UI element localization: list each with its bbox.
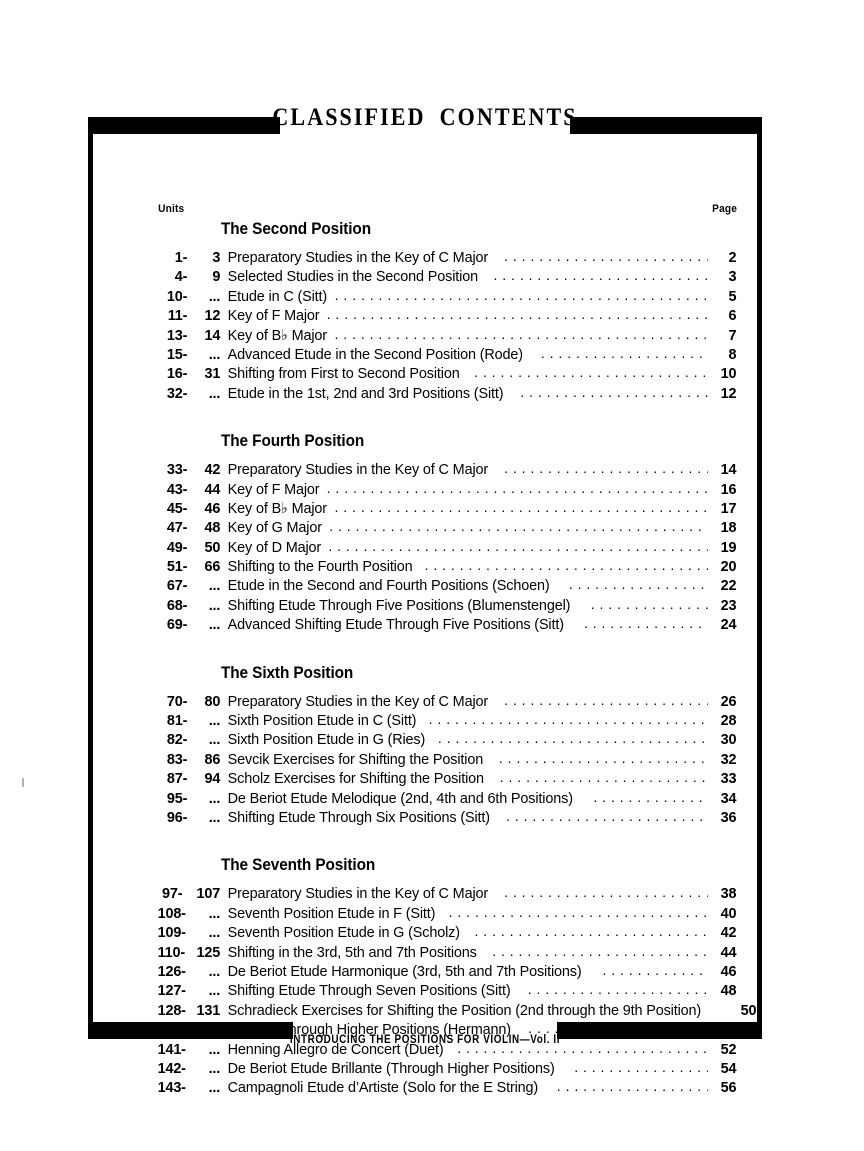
dot-leader [520,383,708,398]
entry-title: Shifting to the Fourth Position [227,558,413,576]
entry-unit-from: 97- [162,885,183,903]
entry-unit-to: ... [208,577,221,595]
entry-title: Preparatory Studies in the Key of C Major [227,692,489,710]
contents-entry[interactable] [157,729,737,748]
entry-unit-from: 47- [166,519,188,537]
contents-entry[interactable] [157,266,737,285]
contents-entry[interactable] [157,1058,737,1077]
dot-leader [504,247,708,262]
contents-entry[interactable] [157,883,737,902]
entry-title: Sixth Position Etude in C (Sitt) [227,712,417,730]
units-column-label: Units [158,203,185,215]
entry-unit-to: ... [208,904,221,922]
entry-title: Preparatory Studies in the Key of C Major [227,461,489,479]
entry-unit-from: 15- [166,345,188,363]
entry-unit-from: 11- [167,307,188,325]
entry-page-number: 50 [741,1001,757,1019]
entry-unit-to: 50 [204,538,221,556]
contents-entry[interactable] [157,498,737,517]
entry-page-number: 26 [720,692,737,710]
entry-page-number: 23 [720,596,737,614]
contents-entry[interactable] [157,980,737,999]
column-header-row [157,199,737,219]
contents-entry[interactable] [157,575,737,594]
entry-page-number: 18 [720,519,737,537]
dot-leader [584,614,708,629]
contents-entry[interactable] [157,768,737,787]
entry-unit-to: 125 [196,943,221,961]
entry-unit-from: 13- [166,326,188,344]
entry-page-number: 12 [720,384,737,402]
entry-page-number: 20 [720,558,737,576]
contents-entry[interactable] [157,325,737,344]
contents-entry[interactable] [157,459,737,478]
frame-left-rule [88,131,93,1025]
dot-leader [504,691,708,706]
entry-page-number: 56 [720,1079,737,1097]
contents-entry[interactable] [157,595,737,614]
dot-leader [327,305,708,320]
entry-unit-to: 12 [204,307,221,325]
entry-page-number: 40 [720,904,737,922]
entry-page-number: 14 [720,461,737,479]
entry-page-number: 17 [720,499,737,517]
entry-title: Selected Studies in the Second Position [227,268,478,286]
entry-unit-to: ... [208,1079,221,1097]
dot-leader [328,537,708,552]
heading-spacer [157,875,737,883]
section-spacer [157,826,737,855]
entry-unit-to: 3 [212,249,221,266]
dot-leader [493,266,708,281]
entry-title: Etude in the Second and Fourth Positions (Schoen) [227,577,550,595]
section-heading: The Fourth Position [221,432,365,451]
contents-entry[interactable] [157,1039,737,1058]
dot-leader [474,922,708,937]
dot-leader [425,556,708,571]
entry-title: Key of F Major [227,480,320,498]
dot-leader [569,575,708,590]
section-heading: The Sixth Position [221,663,354,682]
entry-title: Seventh Position Etude in F (Sitt) [227,904,436,922]
entry-unit-to: 80 [204,692,221,710]
section-block [157,402,737,634]
dot-leader [335,286,708,301]
dot-leader [429,710,708,725]
dot-leader [438,729,708,744]
entry-page-number: 33 [720,770,737,788]
dot-leader [457,1039,708,1054]
entry-unit-from: 1- [174,249,188,266]
entry-title: Shifting from First to Second Position [227,365,460,383]
page-title [128,103,721,133]
contents-frame [88,104,762,1097]
contents-entry[interactable] [157,537,737,556]
dot-leader [574,1058,708,1073]
dot-leader [335,498,708,513]
entry-unit-to: 66 [204,558,221,576]
contents-entry[interactable] [157,247,737,266]
entry-title: De Beriot Etude Brillante (Through Higher Positions) [227,1059,555,1077]
page-title-word-classified: CLASSIFIED [272,104,426,131]
entry-unit-from: 32- [166,384,188,402]
entry-unit-to: 31 [204,365,221,383]
entry-unit-to: 44 [204,480,221,498]
entry-title: Key of F Major [227,307,320,325]
entry-unit-from: 70- [166,692,188,710]
entry-title: Key of B♭ Major [227,499,327,517]
dot-leader [499,749,708,764]
section-spacer [157,634,737,663]
contents-entry[interactable] [157,479,737,498]
frame-right-rule [757,131,762,1025]
entry-unit-from: 81- [166,712,188,730]
section-block [157,199,737,402]
page-column-label: Page [712,203,737,215]
entry-unit-from: 143- [157,1079,186,1097]
entry-page-number: 32 [720,750,737,768]
entry-title: Sixth Position Etude in G (Ries) [227,731,426,749]
dot-leader [504,459,708,474]
entry-unit-from: 126- [157,962,186,980]
entry-page-number: 24 [720,616,737,634]
entry-unit-from: 110- [157,943,185,961]
entry-unit-from: 132- [157,1021,186,1039]
contents-entry[interactable] [157,1019,737,1038]
entry-title: Advanced Shifting Etude Through Five Positions (Sitt) [227,616,564,634]
entry-page-number: 6 [728,307,737,325]
entry-page-number: 51 [720,1021,737,1039]
entry-unit-from: 141- [157,1040,186,1058]
heading-spacer [157,683,737,691]
entry-unit-from: 128- [157,1001,186,1019]
entry-page-number: 10 [720,365,737,383]
contents-entry[interactable] [157,517,737,536]
entry-title: Preparatory Studies in the Key of C Major [227,249,489,266]
section-block [157,634,737,827]
contents-entry[interactable] [157,556,737,575]
entry-page-number: 30 [720,731,737,749]
entry-page-number: 2 [728,249,737,266]
scan-artifact-speck [22,778,24,787]
entry-unit-to: ... [208,345,221,363]
entry-unit-to: 14 [204,326,221,344]
entry-unit-from: 16- [166,365,188,383]
entry-unit-from: 69- [166,616,188,634]
contents-entry[interactable] [157,1077,737,1096]
entry-page-number: 8 [728,345,737,363]
section-block [157,826,757,1097]
contents-entry[interactable] [157,807,737,826]
dot-leader [593,788,708,803]
contents-entry[interactable] [157,710,737,729]
entry-unit-from: 51- [166,558,188,576]
entry-unit-to: 48 [204,519,221,537]
entry-page-number: 34 [720,789,737,807]
contents-entry[interactable] [157,286,737,305]
section-spacer [157,402,737,431]
contents-entry[interactable] [157,922,737,941]
dot-leader [557,1077,708,1092]
dot-leader [492,942,708,957]
entry-title: Etude in the 1st, 2nd and 3rd Positions (Sitt) [227,384,504,402]
entry-unit-to: ... [208,1059,221,1077]
contents-entry[interactable] [157,942,737,961]
contents-entry[interactable] [157,344,737,363]
entry-unit-from: 4- [174,268,188,286]
entry-page-number: 7 [728,326,737,344]
entry-page-number: 42 [720,924,737,942]
entry-page-number: 54 [720,1059,737,1077]
entry-title: Key of B♭ Major [227,326,327,344]
entry-title: Scholz Exercises for Shifting the Position [227,770,484,788]
section-heading: The Second Position [221,220,371,238]
entry-title: Arpeggi Through Higher Positions (Hermann) [227,1021,511,1039]
entry-page-number: 46 [720,962,737,980]
dot-leader [506,807,708,822]
entry-unit-from: 109- [157,924,186,942]
section-heading: The Seventh Position [221,856,376,875]
entry-unit-from: 33- [166,461,188,479]
entry-unit-to: 94 [204,770,221,788]
entry-unit-from: 108- [157,904,186,922]
entry-unit-from: 10- [166,287,188,305]
entry-title: Shifting in the 3rd, 5th and 7th Positions [227,943,477,961]
page-footer: INTRODUCING THE POSITIONS FOR VIOLIN—Vol. II [289,1034,561,1046]
entry-page-number: 38 [720,885,737,903]
entry-title: Schradieck Exercises for Shifting the Position (2nd through the 9th Position) [227,1001,702,1019]
entry-unit-from: 87- [166,770,188,788]
contents-entry[interactable] [157,903,737,922]
contents-entry[interactable] [157,961,737,980]
entry-unit-from: 68- [166,596,188,614]
entry-unit-to: 140 [196,1021,221,1039]
entry-title: De Beriot Etude Harmonique (3rd, 5th and 7th Positions) [227,962,582,980]
entry-unit-to: ... [208,384,221,402]
entry-page-number: 5 [728,287,737,305]
entry-unit-to: ... [208,808,221,826]
entry-unit-to: ... [208,712,221,730]
contents-entry[interactable] [157,614,737,633]
entry-title: De Beriot Etude Melodique (2nd, 4th and 6th Positions) [227,789,573,807]
dot-leader [335,325,708,340]
entry-title: Etude in C (Sitt) [227,287,328,305]
entry-unit-from: 142- [157,1059,186,1077]
dot-leader [528,980,708,995]
entry-title: Henning Allegro de Concert (Duet) [227,1040,444,1058]
entry-unit-to: ... [208,596,221,614]
entry-unit-to: ... [208,1040,221,1058]
entry-unit-from: 43- [166,480,188,498]
entry-title: Key of D Major [227,538,322,556]
entry-page-number: 28 [720,712,737,730]
entry-unit-to: 107 [196,885,221,903]
dot-leader [528,1019,708,1034]
entry-unit-to: ... [208,924,221,942]
contents-list [157,199,757,1097]
entry-unit-to: ... [208,789,221,807]
dot-leader [449,903,708,918]
contents-entry[interactable] [157,691,737,710]
entry-title: Shifting Etude Through Five Positions (Blumenstengel) [227,596,571,614]
entry-page-number: 44 [720,943,737,961]
entry-page-number: 22 [720,577,737,595]
entry-title: Shifting Etude Through Six Positions (Sitt) [227,808,490,826]
entry-page-number: 36 [720,808,737,826]
entry-page-number: 19 [720,538,737,556]
entry-title: Preparatory Studies in the Key of C Major [227,885,489,903]
entry-unit-to: 86 [204,750,221,768]
entry-title: Sevcik Exercises for Shifting the Position [227,750,484,768]
entry-unit-from: 45- [166,499,188,517]
entry-title: Shifting Etude Through Seven Positions (Sitt) [227,982,511,1000]
entry-unit-from: 127- [157,982,186,1000]
dot-leader [591,595,708,610]
contents-entry[interactable] [157,788,737,807]
dot-leader [603,961,709,976]
heading-spacer [157,239,737,247]
dot-leader [541,344,708,359]
entry-page-number: 16 [720,480,737,498]
entry-unit-from: 67- [166,577,188,595]
entry-unit-from: 95- [166,789,188,807]
entry-page-number: 52 [720,1040,737,1058]
contents-entry[interactable] [157,383,737,402]
contents-entry[interactable] [157,305,737,324]
entry-unit-from: 96- [166,808,188,826]
entry-unit-to: ... [208,616,221,634]
entry-unit-to: 46 [204,499,221,517]
entry-unit-to: ... [208,287,221,305]
entry-title: Campagnoli Etude d’Artiste (Solo for the E String) [227,1079,539,1097]
entry-unit-to: 131 [196,1001,221,1019]
entry-unit-from: 82- [166,731,188,749]
contents-entry[interactable] [157,749,737,768]
entry-unit-to: ... [208,731,221,749]
heading-spacer [157,451,737,459]
entry-title: Key of G Major [227,519,322,537]
entry-page-number: 48 [720,982,737,1000]
contents-entry[interactable] [157,1000,757,1019]
entry-unit-to: ... [208,982,221,1000]
contents-entry[interactable] [157,363,737,382]
entry-unit-from: 83- [166,750,188,768]
entry-title: Advanced Etude in the Second Position (Rode) [227,345,523,363]
entry-unit-to: 42 [204,461,221,479]
dot-leader [327,479,708,494]
dot-leader [474,363,708,378]
entry-unit-to: ... [208,962,221,980]
page-title-word-contents: CONTENTS [439,104,578,131]
entry-page-number: 3 [728,268,737,286]
dot-leader [500,768,708,783]
entry-title: Seventh Position Etude in G (Scholz) [227,924,460,942]
dot-leader [504,883,708,898]
entry-unit-to: 9 [212,268,221,286]
entry-unit-from: 49- [166,538,188,556]
dot-leader [329,517,708,532]
